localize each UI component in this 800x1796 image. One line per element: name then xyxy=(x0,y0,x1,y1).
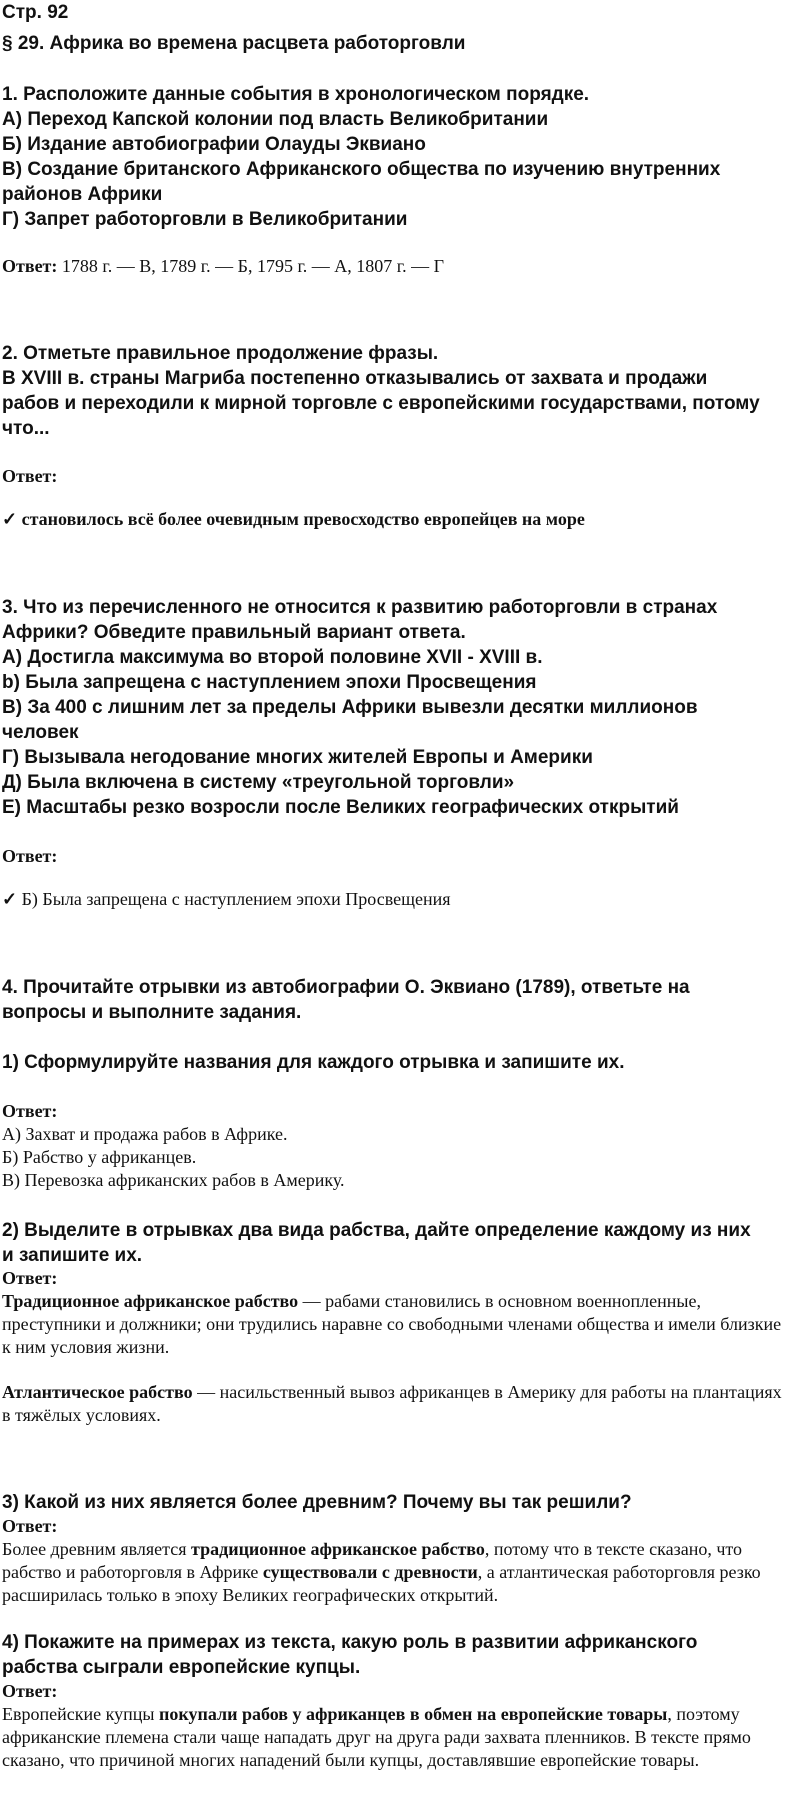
subquestion-2-answer-label: Ответ: xyxy=(2,1268,58,1288)
question-1-answer xyxy=(2,255,792,278)
page-number: Стр. 92 xyxy=(2,2,69,23)
answer-line: Б) Рабство у африканцев. xyxy=(2,1147,197,1167)
question-3-option: человек xyxy=(2,722,79,743)
question-3-option: Е) Масштабы резко возросли после Великих географических открытий xyxy=(2,797,679,818)
checkmark-icon: ✓ xyxy=(2,509,18,529)
question-3-option: Г) Вызывала негодование многих жителей Европы и Америки xyxy=(2,747,593,768)
subquestion-4-title: 4) Покажите на примерах из текста, какую роль в развитии африканского рабства сыграли европейские купцы. xyxy=(2,1632,698,1678)
section-title: § 29. Африка во времена расцвета работорговли xyxy=(2,33,466,54)
subquestion-3-answer: Ответ: Более древним является традиционное африканское рабство, потому что в тексте сказано, что рабство и работорговля в Африке существовали с древности, а атлантическая работорговля резко расширилась только в эпоху Великих географических открытий. xyxy=(2,1515,792,1607)
question-1 xyxy=(2,82,792,232)
question-3-option: В) За 400 с лишним лет за пределы Африки вывезли десятки миллионов xyxy=(2,697,698,718)
question-3-title: 3. Что из перечисленного не относится к развитию работорговли в странах xyxy=(2,597,718,618)
question-1-title: 1. Расположите данные события в хронологическом порядке. xyxy=(2,84,590,105)
term-traditional: Традиционное африканское рабство xyxy=(2,1291,299,1311)
subquestion-2-title: 2) Выделите в отрывках два вида рабства, дайте определение каждому из них и запишите их. xyxy=(2,1220,751,1266)
question-4-title: 4. Прочитайте отрывки из автобиографии О. Эквиано (1789), ответьте на xyxy=(2,977,690,998)
question-3-option: А) Достигла максимума во второй половине XVII - XVIII в. xyxy=(2,647,543,668)
term-atlantic: Атлантическое рабство xyxy=(2,1382,193,1402)
answer-label: Ответ: xyxy=(2,1681,58,1701)
answer-line: А) Захват и продажа рабов в Африке. xyxy=(2,1124,288,1144)
answer-label: Ответ: xyxy=(2,256,58,276)
question-2-answer-label: Ответ: xyxy=(2,466,58,486)
definition-text: — насильственный вывоз африканцев в Америку для работы на плантациях в тяжёлых условиях. xyxy=(2,1382,782,1425)
question-2-text: В XVIII в. страны Магриба постепенно отказывались от захвата и продажи xyxy=(2,368,708,389)
answer-label: Ответ: xyxy=(2,1516,58,1536)
definition-text: — рабами становились в основном военнопленные, преступники и должники; они трудились наравне со свободными членами общества и имели близкие к ним условия жизни. xyxy=(2,1291,782,1357)
question-1-option: районов Африки xyxy=(2,184,163,205)
question-1-option: В) Создание британского Африканского общества по изучению внутренних xyxy=(2,159,721,180)
question-4 xyxy=(2,975,792,1025)
answer-text: 1788 г. — В, 1789 г. — Б, 1795 г. — А, 1807 г. — Г xyxy=(57,256,445,276)
question-1-option: Б) Издание автобиографии Олауды Эквиано xyxy=(2,134,426,155)
subquestion-1-answer xyxy=(2,1100,792,1192)
question-3-option: b) Была запрещена с наступлением эпохи Просвещения xyxy=(2,672,537,693)
checkmark-icon: ✓ xyxy=(2,889,18,909)
answer-text: Б) Была запрещена с наступлением эпохи Просвещения xyxy=(17,889,451,909)
answer-text: становилось всё более очевидным превосходство европейцев на море xyxy=(17,509,585,529)
question-1-option: Г) Запрет работорговли в Великобритании xyxy=(2,209,408,230)
question-2-text: рабов и переходили к мирной торговле с европейскими государствами, потому xyxy=(2,393,760,414)
question-3-option: Д) Была включена в систему «треугольной торговли» xyxy=(2,772,515,793)
question-1-option: А) Переход Капской колонии под власть Великобритании xyxy=(2,109,549,130)
question-2-text: что... xyxy=(2,418,50,439)
question-4-title: вопросы и выполните задания. xyxy=(2,1002,302,1023)
question-2-answer xyxy=(2,508,792,531)
question-3-answer xyxy=(2,888,792,911)
question-3 xyxy=(2,595,792,820)
answer-line: В) Перевозка африканских рабов в Америку. xyxy=(2,1170,345,1190)
subquestion-2-definition-atlantic xyxy=(2,1381,792,1427)
subquestion-4-answer: Ответ: Европейские купцы покупали рабов у африканцев в обмен на европейские товары, поэтому африканские племена стали чаще нападать друг на друга ради захвата пленников. В тексте прямо сказано, что причиной многих нападений были купцы, доставлявшие европейские товары. xyxy=(2,1680,792,1772)
subquestion-2-definition-traditional xyxy=(2,1290,792,1359)
question-3-title: Африки? Обведите правильный вариант ответа. xyxy=(2,622,466,643)
question-3-answer-label: Ответ: xyxy=(2,846,58,866)
subquestion-1-title: 1) Сформулируйте названия для каждого отрывка и запишите их. xyxy=(2,1052,625,1073)
question-2 xyxy=(2,341,792,441)
question-2-title: 2. Отметьте правильное продолжение фразы. xyxy=(2,343,439,364)
answer-label: Ответ: xyxy=(2,1101,58,1121)
subquestion-3-title: 3) Какой из них является более древним? Почему вы так решили? xyxy=(2,1492,632,1513)
